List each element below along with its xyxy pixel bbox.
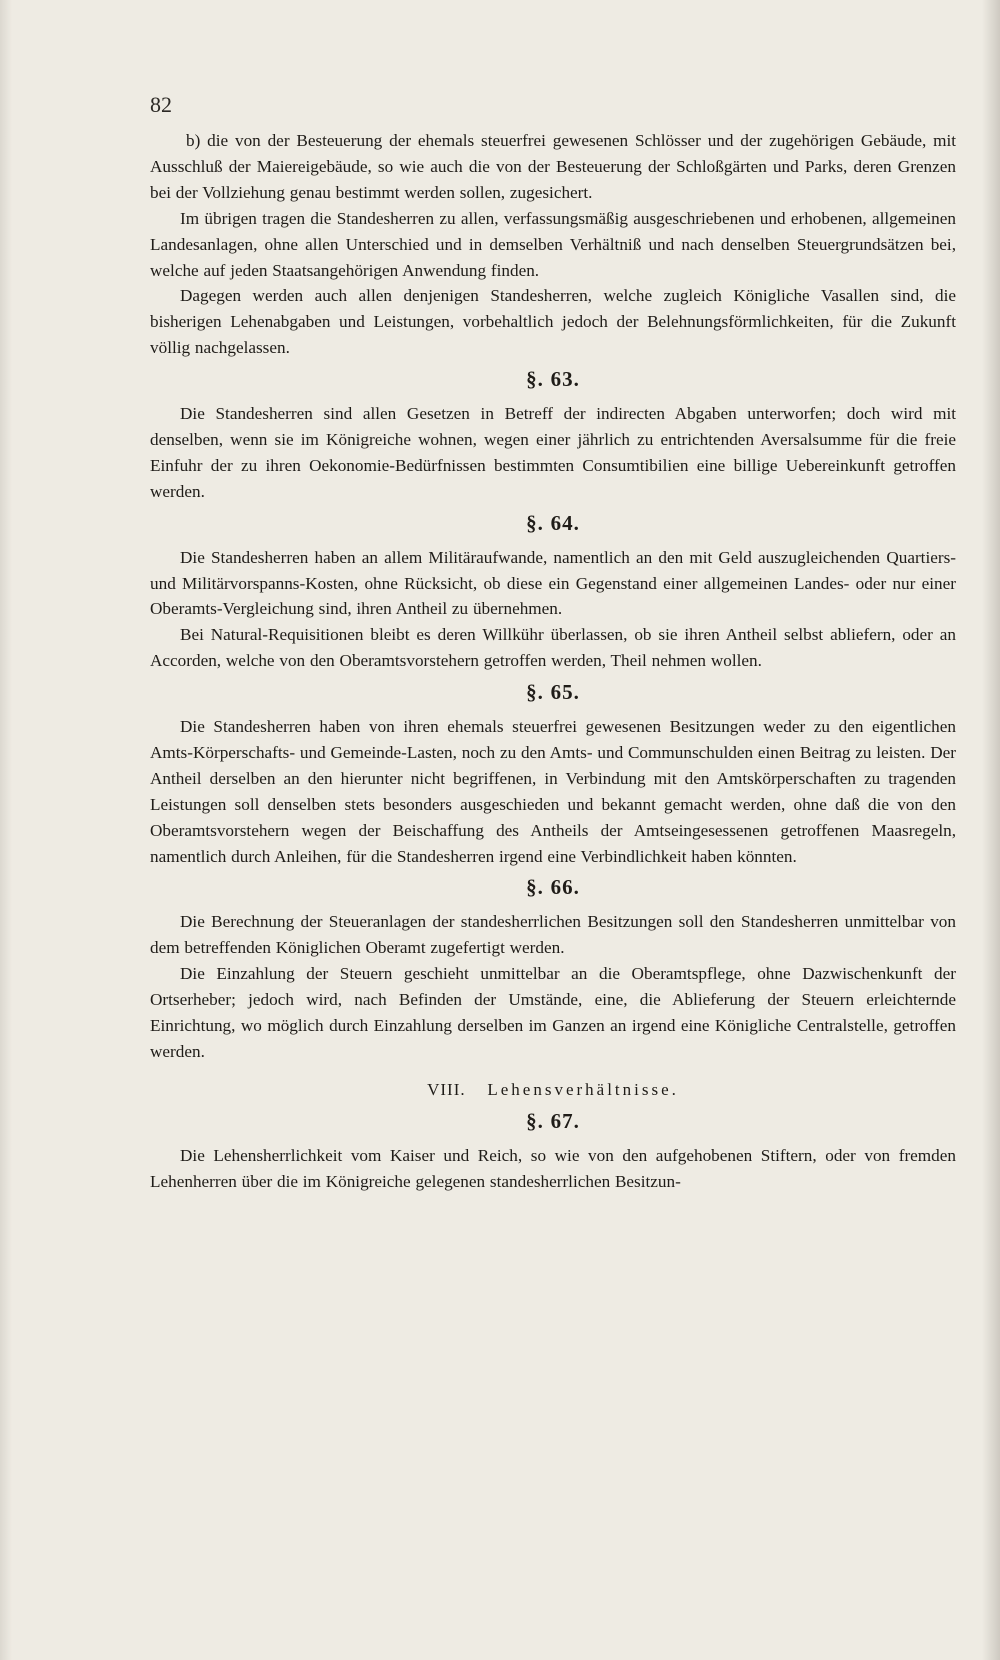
section-heading-63: §. 63. [526,367,580,392]
paragraph-landesanlagen: Im übrigen tragen die Standesherren zu allen, verfassungsmäßig ausgeschriebenen und erhobenen, allgemeinen Landesanlagen, ohne allen Unterschied und in demselben Verhältniß und nach denselben Steuergrundsätzen bei, welche auf jeden Staatsangehörigen Anwendung finden. [150,208,956,280]
page-body [150,128,956,1194]
page-left-edge [0,0,12,1660]
paragraph-steueranlagen: Die Berechnung der Steueranlagen der standesherrlichen Besitzungen soll den Standesherren unmittelbar von dem betreffenden Königlichen Oberamt zugefertigt werden. [150,912,956,958]
section-heading-65: §. 65. [526,680,580,705]
paragraph-indirecte-abgaben: Die Standesherren sind allen Gesetzen in Betreff der indirecten Abgaben unterworfen; doch wird mit denselben, wenn sie im Königreiche wohnen, wegen einer jährlich zu entrichtenden Aversalsumme für die freie Einfuhr der zu ihren Oekonomie-Bedürfnissen bestimmten Consumtibilien eine billige Uebereinkunft getroffen werden. [150,404,956,501]
paragraph-einzahlung: Die Einzahlung der Steuern geschieht unmittelbar an die Oberamtspflege, ohne Dazwischenkunft der Ortserheber; jedoch wird, nach Befinden der Umstände, eine, die Ablieferung der Steuern erleichternde Einrichtung, wo möglich durch Einzahlung derselben im Ganzen an irgend eine Königliche Centralstelle, getroffen werden. [150,964,956,1061]
section-heading-66: §. 66. [526,875,580,900]
section-heading-67: §. 67. [526,1108,580,1133]
paragraph-b-besteuerung: b) die von der Besteuerung der ehemals steuerfrei gewesenen Schlösser und der zugehörigen Gebäude, mit Ausschluß der Maiereigebäude, so wie auch die von der Besteuerung der Schloßgärten und Parks, deren Grenzen bei der Vollziehung genau bestimmt werden sollen, zugesichert. [150,131,956,202]
chapter-heading [150,1077,956,1103]
page-right-edge [982,0,1000,1660]
paragraph-lehenabgaben: Dagegen werden auch allen denjenigen Standesherren, welche zugleich Königliche Vasallen sind, die bisherigen Lehenabgaben und Leistungen, vorbehaltlich jedoch der Belehnungsförmlichkeiten, für die Zukunft völlig nachgelassen. [150,286,956,358]
paragraph-natural-requisitionen: Bei Natural-Requisitionen bleibt es deren Willkühr überlassen, ob sie ihren Antheil selbst abliefern, oder an Accorden, welche von den Oberamtsvorstehern getroffen werden, Theil nehmen wollen. [150,625,956,671]
chapter-title: Lehensverhältnisse. [487,1079,679,1099]
paragraph-lehensherrlichkeit: Die Lehensherrlichkeit vom Kaiser und Reich, so wie von den aufgehobenen Stiftern, oder von fremden Lehenherren über die im Königreiche gelegenen standesherrlichen Besitzun- [150,1145,956,1191]
page-number: 82 [150,92,172,117]
paragraph-militaeraufwand: Die Standesherren haben an allem Militäraufwande, namentlich an den mit Geld auszugleichenden Quartiers- und Militärvorspanns-Kosten, ohne Rücksicht, ob diese ein Gegenstand einer allgemeinen Landes- oder nur einer Oberamts-Vergleichung sind, ihren Antheil zu übernehmen. [150,547,956,619]
chapter-number: VIII. [427,1079,466,1099]
section-heading-64: §. 64. [526,510,580,535]
paragraph-amtslasten: Die Standesherren haben von ihren ehemals steuerfrei gewesenen Besitzungen weder zu den eigentlichen Amts-Körperschafts- und Gemeinde-Lasten, noch zu den Amts- und Communschulden einen Beitrag zu leisten. Der Antheil derselben an den hierunter nicht begriffenen, in Verbindung mit den Amtskörperschaften zu tragenden Leistungen soll denselben stets besonders ausgeschieden und bekannt gemacht werden, ohne daß die von den Oberamtsvorstehern wegen der Beischaffung des Antheils der Amtseingesessenen getroffenen Maasregeln, namentlich durch Anleihen, für die Standesherren irgend eine Verbindlichkeit haben könnten. [150,717,956,866]
